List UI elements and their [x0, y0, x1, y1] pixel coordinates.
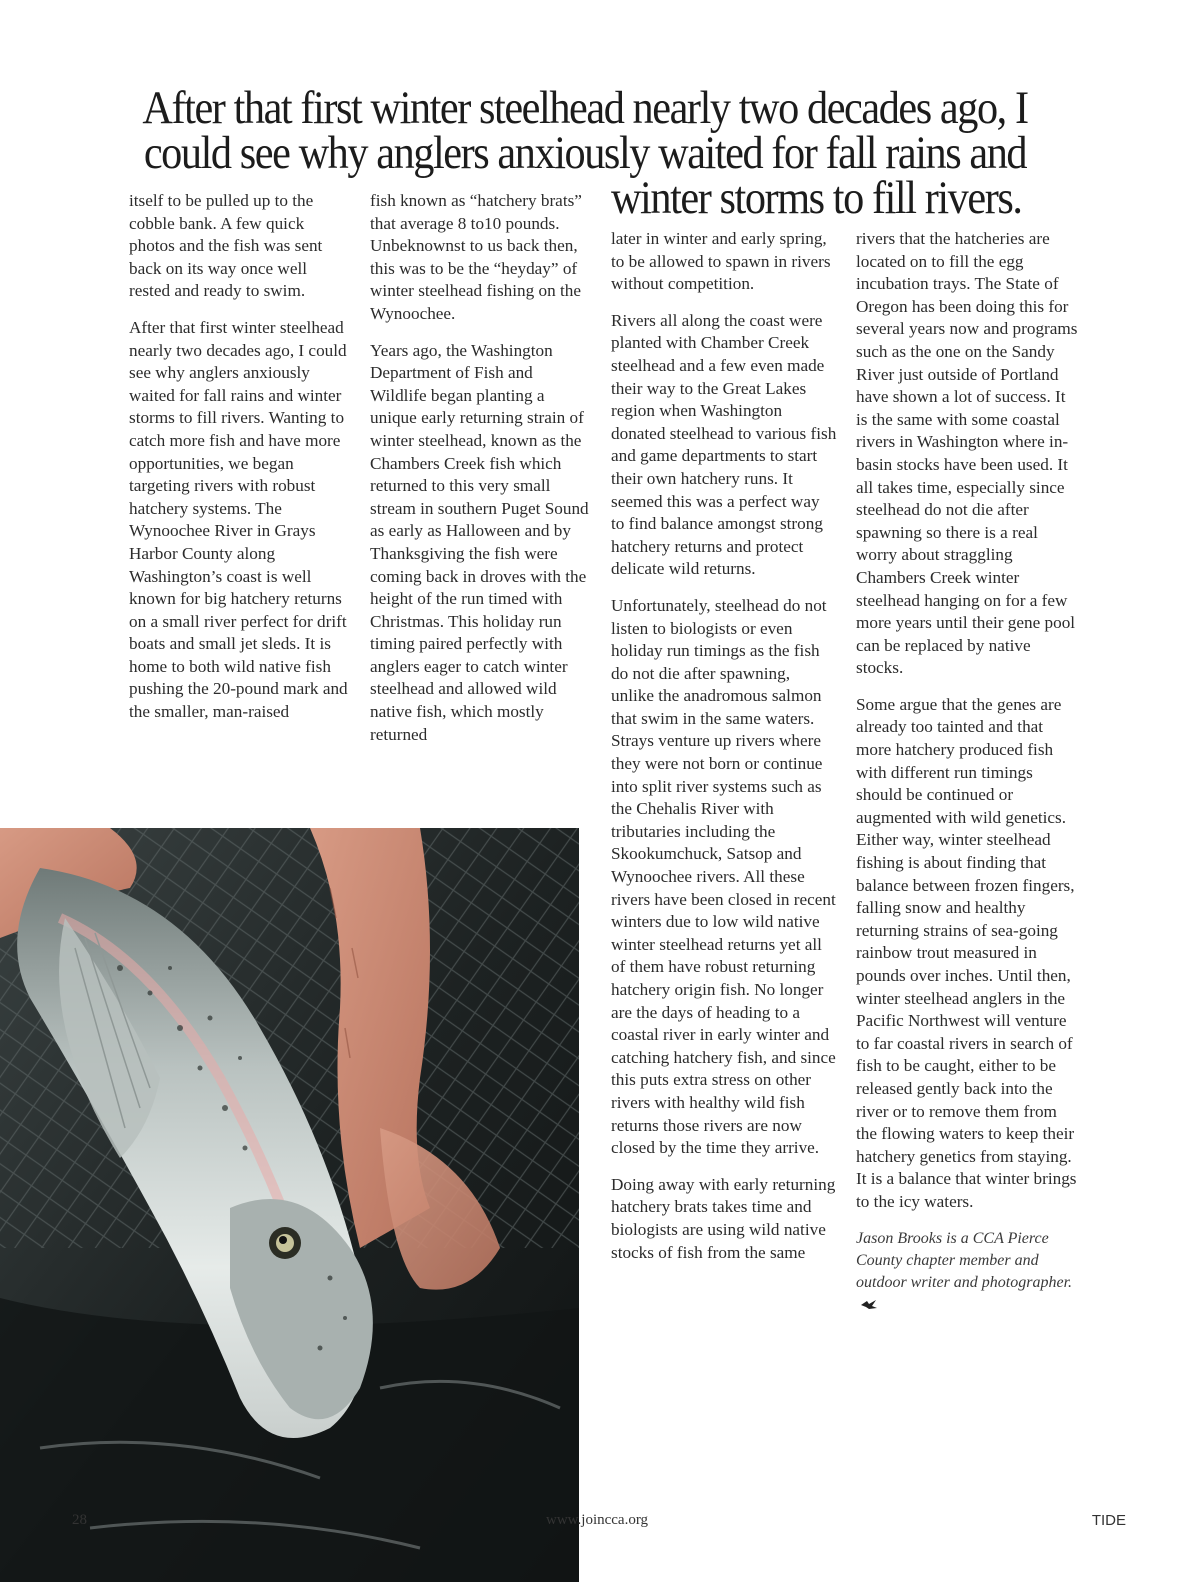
- article-column-3: [611, 228, 837, 1264]
- article-column-1: [129, 190, 351, 724]
- author-byline: [856, 1228, 1078, 1316]
- paragraph: fish known as “hatchery brats” that average 8 to10 pounds. Unbeknownst to us back then, this was to be the “heyday” of winter steelhead fishing on the Wynoochee.: [370, 191, 582, 323]
- paragraph: Some argue that the genes are already too tainted and that more hatchery produced fish with different run timings should be continued or augmented with wild genetics. Either way, winter steelhead fishing is about finding that balance between frozen fingers, falling snow and healthy returning strains of sea-going rainbow trout measured in pounds over inches. Until then, winter steelhead anglers in the Pacific Northwest will venture to far coastal rivers in search of fish to be caught, either to be released gently back into the river or to remove them from the flowing waters to keep their hatchery genetics from staying. It is a balance that winter brings to the icy waters.: [856, 694, 1077, 1211]
- pull-quote-line-1: After that first winter steelhead nearly two decades ago, I: [142, 82, 1028, 134]
- paragraph: later in winter and early spring, to be allowed to spawn in rivers without competition.: [611, 229, 831, 294]
- steelhead-fish-illustration: [0, 828, 579, 1582]
- cca-bird-icon: [860, 1299, 878, 1311]
- page-number: 28: [72, 1512, 87, 1528]
- pull-quote-line-3: winter storms to fill rivers.: [610, 172, 1022, 224]
- website-url[interactable]: www.joincca.org: [546, 1512, 649, 1528]
- article-column-4: [856, 228, 1078, 1316]
- paragraph: itself to be pulled up to the cobble bank. A few quick photos and the fish was sent back on its way once well rested and ready to swim.: [129, 191, 323, 301]
- paragraph: Years ago, the Washington Department of Fish and Wildlife began planting a unique early returning strain of winter steelhead, known as the Chambers Creek fish which returned to this very small stream in southern Puget Sound as early as Halloween and by Thanksgiving the fish were coming back in droves with the height of the run timed with Christmas. This holiday run timing paired perfectly with anglers eager to catch winter steelhead and allowed wild native fish, which mostly returned: [370, 340, 589, 744]
- byline-text: Jason Brooks is a CCA Pierce County chapter member and outdoor writer and photographer.: [856, 1229, 1073, 1291]
- paragraph: Doing away with early returning hatchery brats takes time and biologists are using wild native stocks of fish from the same: [611, 1174, 836, 1262]
- article-column-2: [370, 190, 592, 746]
- paragraph: Unfortunately, steelhead do not listen to biologists or even holiday run timings as the fish do not die after spawning, unlike the anadromous salmon that swim in the same waters. Strays venture up rivers where they were not born or continue into split river systems such as the Chehalis River with tributaries including the Skookumchuck, Satsop and Wynoochee rivers. All these rivers have been closed in recent winters due to low wild native winter steelhead returns yet all of them have robust returning hatchery origin fish. No longer are the days of heading to a coastal river in early winter and catching hatchery fish, and since this puts extra stress on other rivers with healthy wild fish returns those rivers are now closed by the time they arrive.: [611, 595, 836, 1158]
- pull-quote-line-2: could see why anglers anxiously waited for fall rains and: [143, 127, 1027, 179]
- steelhead-photo: [0, 828, 579, 1582]
- paragraph: rivers that the hatcheries are located on to fill the egg incubation trays. The State of Oregon has been doing this for several years now and programs such as the one on the Sandy River just outside of Portland have shown a lot of success. It is the same with some coastal rivers in Washington where in-basin stocks have been used. It all takes time, especially since steelhead do not die after spawning so there is a real worry about straggling Chambers Creek winter steelhead hanging on for a few more years until their gene pool can be replaced by native stocks.: [856, 229, 1078, 678]
- paragraph: Rivers all along the coast were planted with Chamber Creek steelhead and a few even made their way to the Great Lakes region when Washington donated steelhead to various fish and game departments to start their own hatchery runs. It seemed this was a perfect way to find balance amongst strong hatchery returns and protect delicate wild returns.: [611, 310, 837, 579]
- magazine-name: TIDE: [1091, 1512, 1126, 1529]
- paragraph: After that first winter steelhead nearly two decades ago, I could see why anglers anxiously waited for fall rains and winter storms to fill rivers. Wanting to catch more fish and have more opportunities, we began targeting rivers with robust hatchery systems. The Wynoochee River in Grays Harbor County along Washington’s coast is well known for big hatchery returns on a small river perfect for drift boats and small jet sleds. It is home to both wild native fish pushing the 20-pound mark and the smaller, man-raised: [129, 317, 348, 722]
